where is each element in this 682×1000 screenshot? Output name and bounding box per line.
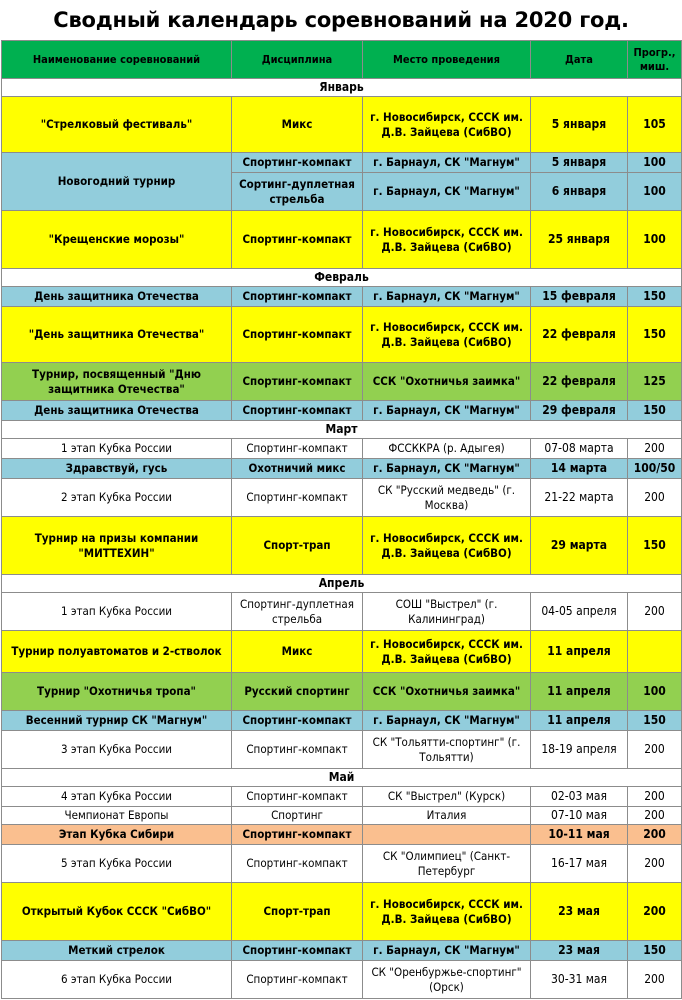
date-cell: 11 апреля (531, 673, 628, 711)
program-cell: 200 (628, 825, 682, 845)
month-header-row (2, 769, 682, 787)
table-row (2, 459, 682, 479)
table-row (2, 807, 682, 825)
program-cell: 100 (628, 673, 682, 711)
venue-cell: ФССККРА (р. Адыгея) (363, 439, 531, 459)
event-name-cell: Турнир полуавтоматов и 2-стволок (2, 631, 232, 673)
table-row (2, 479, 682, 517)
discipline-cell: Спортинг-компакт (232, 307, 363, 363)
date-cell: 02-03 мая (531, 787, 628, 807)
competition-calendar-table (1, 40, 682, 999)
date-cell: 23 мая (531, 883, 628, 941)
month-header-row (2, 421, 682, 439)
program-cell: 150 (628, 711, 682, 731)
table-row (2, 961, 682, 999)
discipline-cell: Спортинг-компакт (232, 941, 363, 961)
page-title: Сводный календарь соревнований на 2020 год. (53, 8, 629, 32)
event-name-cell: Здравствуй, гусь (2, 459, 232, 479)
venue-cell: г. Барнаул, СК "Магнум" (363, 711, 531, 731)
month-header-row (2, 269, 682, 287)
program-cell: 150 (628, 307, 682, 363)
program-cell: 100 (628, 173, 682, 211)
table-row (2, 97, 682, 153)
table-row (2, 673, 682, 711)
table-row (2, 593, 682, 631)
venue-cell: ССК "Охотничья заимка" (363, 363, 531, 401)
venue-cell: СК "Оренбуржье-спортинг" (Орск) (363, 961, 531, 999)
date-cell: 18-19 апреля (531, 731, 628, 769)
discipline-cell: Сортинг-дуплетная стрельба (232, 173, 363, 211)
date-cell: 04-05 апреля (531, 593, 628, 631)
table-row (2, 941, 682, 961)
discipline-cell: Охотничий микс (232, 459, 363, 479)
event-name-cell: 6 этап Кубка России (2, 961, 232, 999)
program-cell: 200 (628, 593, 682, 631)
table-header-row (2, 41, 682, 79)
discipline-cell: Спортинг-дуплетная стрельба (232, 593, 363, 631)
venue-cell (363, 825, 531, 845)
date-cell: 6 января (531, 173, 628, 211)
event-name-cell: День защитника Отечества (2, 287, 232, 307)
table-row (2, 711, 682, 731)
month-header-row (2, 575, 682, 593)
discipline-cell: Спортинг-компакт (232, 479, 363, 517)
venue-cell: г. Барнаул, СК "Магнум" (363, 173, 531, 211)
date-cell: 07-10 мая (531, 807, 628, 825)
program-cell: 200 (628, 883, 682, 941)
discipline-cell: Спортинг-компакт (232, 825, 363, 845)
venue-cell: г. Барнаул, СК "Магнум" (363, 941, 531, 961)
venue-cell: г. Новосибирск, СССК им. Д.В. Зайцева (СибВО) (363, 307, 531, 363)
discipline-cell: Спортинг-компакт (232, 287, 363, 307)
venue-cell: г. Новосибирск, СССК им. Д.В. Зайцева (СибВО) (363, 97, 531, 153)
event-name-cell: 5 этап Кубка России (2, 845, 232, 883)
venue-cell: ССК "Охотничья заимка" (363, 673, 531, 711)
column-header-venue: Место проведения (363, 41, 531, 79)
program-cell: 100/50 (628, 459, 682, 479)
table-row (2, 787, 682, 807)
table-row (2, 153, 682, 173)
discipline-cell: Спортинг-компакт (232, 711, 363, 731)
program-cell: 150 (628, 517, 682, 575)
date-cell: 11 апреля (531, 631, 628, 673)
event-name-cell: 3 этап Кубка России (2, 731, 232, 769)
table-row (2, 211, 682, 269)
venue-cell: г. Новосибирск, СССК им. Д.В. Зайцева (СибВО) (363, 631, 531, 673)
venue-cell: г. Новосибирск, СССК им. Д.В. Зайцева (СибВО) (363, 211, 531, 269)
column-header-program: Прогр., миш. (628, 41, 682, 79)
discipline-cell: Русский спортинг (232, 673, 363, 711)
venue-cell: г. Барнаул, СК "Магнум" (363, 459, 531, 479)
month-label: Февраль (2, 269, 682, 287)
month-header-row (2, 79, 682, 97)
date-cell: 30-31 мая (531, 961, 628, 999)
column-header-discipline: Дисциплина (232, 41, 363, 79)
venue-cell: г. Барнаул, СК "Магнум" (363, 153, 531, 173)
program-cell: 100 (628, 153, 682, 173)
date-cell: 5 января (531, 153, 628, 173)
discipline-cell: Спортинг-компакт (232, 401, 363, 421)
program-cell: 200 (628, 787, 682, 807)
table-row (2, 883, 682, 941)
date-cell: 15 февраля (531, 287, 628, 307)
venue-cell: СК "Русский медведь" (г. Москва) (363, 479, 531, 517)
date-cell: 29 февраля (531, 401, 628, 421)
event-name-cell: Открытый Кубок СССК "СибВО" (2, 883, 232, 941)
discipline-cell: Спортинг-компакт (232, 731, 363, 769)
discipline-cell: Спорт-трап (232, 883, 363, 941)
event-name-cell: Турнир на призы компании "МИТТЕХИН" (2, 517, 232, 575)
column-header-name: Наименование соревнований (2, 41, 232, 79)
discipline-cell: Спортинг-компакт (232, 439, 363, 459)
event-name-cell: 1 этап Кубка России (2, 439, 232, 459)
program-cell: 200 (628, 439, 682, 459)
venue-cell: г. Новосибирск, СССК им. Д.В. Зайцева (СибВО) (363, 517, 531, 575)
program-cell: 200 (628, 731, 682, 769)
program-cell: 200 (628, 807, 682, 825)
discipline-cell: Спортинг-компакт (232, 787, 363, 807)
event-name-cell: День защитника Отечества (2, 401, 232, 421)
discipline-cell: Микс (232, 631, 363, 673)
discipline-cell: Спортинг-компакт (232, 845, 363, 883)
event-name-cell: Турнир, посвященный "Дню защитника Отечества" (2, 363, 232, 401)
table-row (2, 307, 682, 363)
event-name-cell: "Стрелковый фестиваль" (2, 97, 232, 153)
program-cell: 150 (628, 401, 682, 421)
event-name-cell: 1 этап Кубка России (2, 593, 232, 631)
program-cell: 150 (628, 941, 682, 961)
month-label: Март (2, 421, 682, 439)
event-name-cell: Весенний турнир СК "Магнум" (2, 711, 232, 731)
discipline-cell: Спортинг-компакт (232, 153, 363, 173)
program-cell: 200 (628, 845, 682, 883)
date-cell: 23 мая (531, 941, 628, 961)
date-cell: 14 марта (531, 459, 628, 479)
table-row (2, 731, 682, 769)
program-cell: 105 (628, 97, 682, 153)
date-cell: 22 февраля (531, 307, 628, 363)
event-name-cell: "День защитника Отечества" (2, 307, 232, 363)
event-name-cell: Этап Кубка Сибири (2, 825, 232, 845)
table-row (2, 401, 682, 421)
event-name-cell: Турнир "Охотничья тропа" (2, 673, 232, 711)
date-cell: 21-22 марта (531, 479, 628, 517)
date-cell: 5 января (531, 97, 628, 153)
event-name-cell: "Крещенские морозы" (2, 211, 232, 269)
venue-cell: Италия (363, 807, 531, 825)
discipline-cell: Спорт-трап (232, 517, 363, 575)
program-cell: 100 (628, 211, 682, 269)
date-cell: 10-11 мая (531, 825, 628, 845)
table-row (2, 439, 682, 459)
venue-cell: г. Барнаул, СК "Магнум" (363, 287, 531, 307)
month-label: Апрель (2, 575, 682, 593)
program-cell (628, 631, 682, 673)
discipline-cell: Микс (232, 97, 363, 153)
date-cell: 07-08 марта (531, 439, 628, 459)
date-cell: 22 февраля (531, 363, 628, 401)
program-cell: 150 (628, 287, 682, 307)
column-header-date: Дата (531, 41, 628, 79)
month-label: Май (2, 769, 682, 787)
date-cell: 11 апреля (531, 711, 628, 731)
event-name-cell: 2 этап Кубка России (2, 479, 232, 517)
venue-cell: СК "Выстрел" (Курск) (363, 787, 531, 807)
program-cell: 125 (628, 363, 682, 401)
table-row (2, 825, 682, 845)
venue-cell: СК "Тольятти-спортинг" (г. Тольятти) (363, 731, 531, 769)
venue-cell: СОШ "Выстрел" (г. Калининград) (363, 593, 531, 631)
table-row (2, 287, 682, 307)
date-cell: 29 марта (531, 517, 628, 575)
date-cell: 16-17 мая (531, 845, 628, 883)
program-cell: 200 (628, 479, 682, 517)
table-row (2, 845, 682, 883)
discipline-cell: Спортинг-компакт (232, 211, 363, 269)
event-name-cell: Новогодний турнир (2, 153, 232, 211)
month-label: Январь (2, 79, 682, 97)
venue-cell: г. Новосибирск, СССК им. Д.В. Зайцева (СибВО) (363, 883, 531, 941)
event-name-cell: Чемпионат Европы (2, 807, 232, 825)
date-cell: 25 января (531, 211, 628, 269)
table-row (2, 517, 682, 575)
venue-cell: г. Барнаул, СК "Магнум" (363, 401, 531, 421)
venue-cell: СК "Олимпиец" (Санкт-Петербург (363, 845, 531, 883)
discipline-cell: Спортинг-компакт (232, 961, 363, 999)
table-row (2, 631, 682, 673)
event-name-cell: Меткий стрелок (2, 941, 232, 961)
event-name-cell: 4 этап Кубка России (2, 787, 232, 807)
discipline-cell: Спортинг (232, 807, 363, 825)
table-row (2, 363, 682, 401)
discipline-cell: Спортинг-компакт (232, 363, 363, 401)
program-cell: 200 (628, 961, 682, 999)
